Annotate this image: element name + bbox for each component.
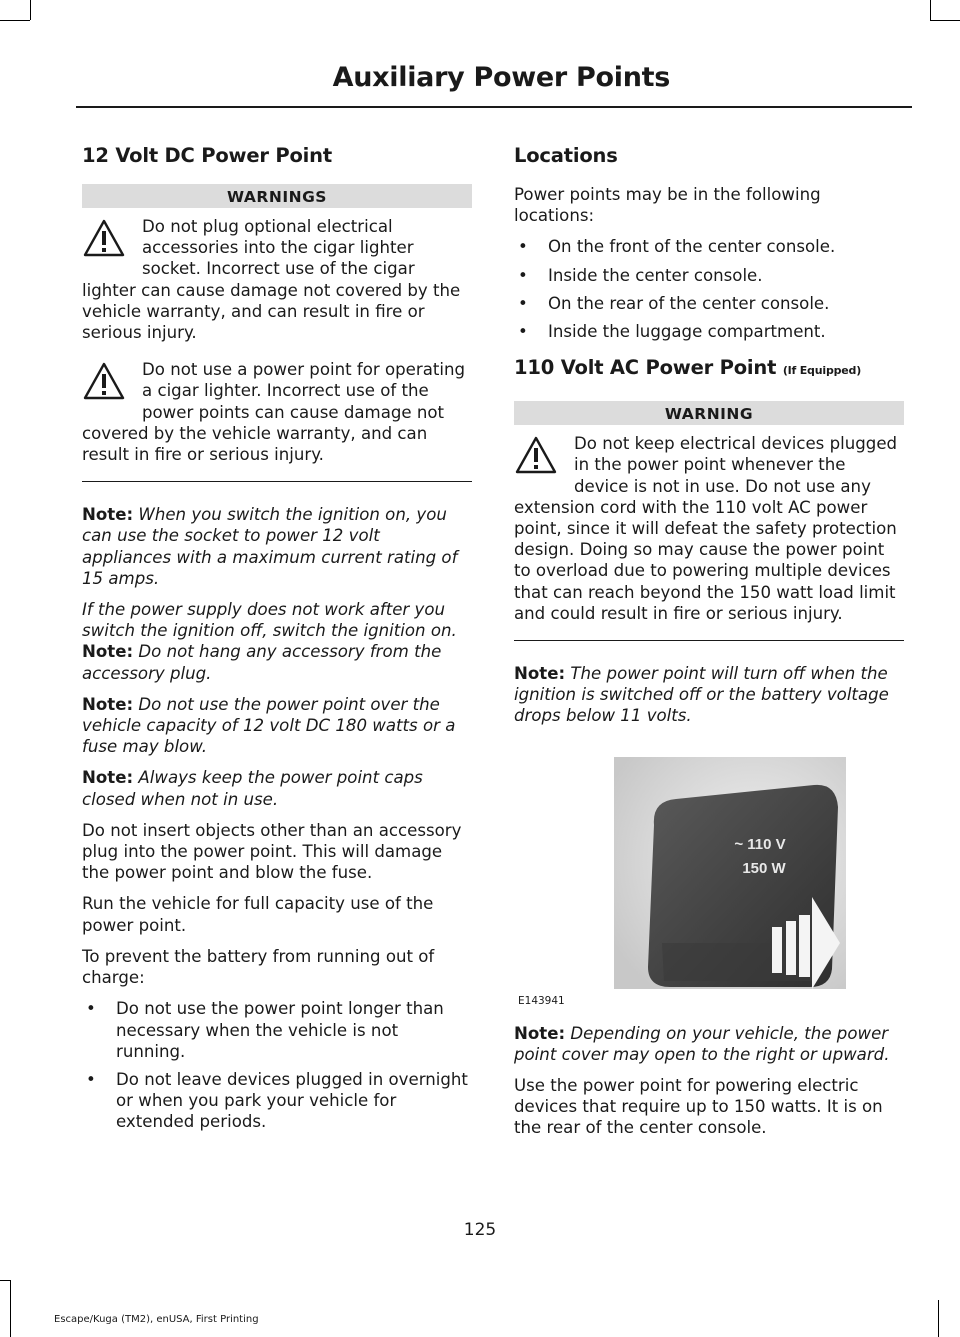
power-point-figure	[514, 755, 904, 1007]
footer-text: Escape/Kuga (TM2), enUSA, First Printing	[54, 1314, 259, 1325]
note: Note: When you switch the ignition on, you can use the socket to power 12 volt appliances with a maximum current rating of 15 amps.	[82, 505, 458, 588]
crop-mark	[0, 20, 30, 21]
note: Note: Depending on your vehicle, the power point cover may open to the right or upward.	[514, 1023, 890, 1064]
note: Note: The power point will turn off when the ignition is switched off or the battery voltage drops below 11 volts.	[514, 664, 889, 726]
crop-mark	[10, 1280, 11, 1337]
crop-mark	[930, 20, 960, 21]
body-paragraph: Run the vehicle for full capacity use of the power point.	[82, 894, 434, 935]
list-item: • Do not use the power point longer than necessary when the vehicle is not running.	[86, 999, 444, 1061]
right-column	[514, 144, 904, 1149]
warning-item	[514, 433, 904, 624]
warnings-divider	[82, 481, 472, 482]
section-heading: 110 Volt AC Power Point (If Equipped)	[514, 356, 862, 380]
warning-triangle-icon	[82, 361, 134, 409]
page-header	[76, 60, 912, 108]
if-equipped-label: (If Equipped)	[782, 364, 862, 378]
warning-header: WARNING	[514, 401, 904, 425]
list-item: • On the rear of the center console.	[518, 293, 830, 313]
list-item: • Do not leave devices plugged in overnight or when you park your vehicle for extended periods.	[86, 1069, 468, 1132]
warning-divider	[514, 640, 904, 641]
note: Note: Always keep the power point caps closed when not in use.	[82, 768, 423, 809]
page-number: 125	[463, 1220, 497, 1240]
page-title: Auxiliary Power Points	[332, 62, 670, 93]
warning-item	[82, 216, 472, 343]
body-paragraph: To prevent the battery from running out of charge:	[82, 946, 435, 988]
warning-text: Do not use a power point for operating a cigar lighter. Incorrect use of the power points can cause damage not covered by the vehicle warranty, and can result in fire or serious injury.	[82, 360, 466, 465]
warning-text: Do not keep electrical devices plugged in the power point whenever the device is not in use. Do not use any extension cord with the 110 volt AC power point, since it will defeat the safety protection design. Doing so may cause the power point to overload due to powering multiple devices that can reach beyond the 150 watt load limit and could result in fire or serious injury.	[514, 434, 898, 623]
warning-triangle-icon	[82, 218, 134, 266]
note: Note: Do not use the power point over the vehicle capacity of 12 volt DC 180 watts or a fuse may blow.	[82, 694, 456, 757]
body-paragraph: Do not insert objects other than an accessory plug into the power point. This will damage the power point and blow the fuse.	[82, 820, 462, 883]
crop-mark	[930, 0, 931, 20]
location-list	[514, 236, 904, 342]
body-paragraph: Power points may be in the following locations:	[514, 185, 821, 226]
figure-label-volts: ~ 110 V	[734, 835, 786, 853]
crop-mark	[30, 0, 31, 20]
power-point-cover-illustration	[514, 755, 904, 1007]
section-heading: 12 Volt DC Power Point	[82, 144, 332, 167]
section-heading: Locations	[514, 144, 618, 167]
warning-triangle-icon	[514, 435, 566, 483]
body-paragraph: Use the power point for powering electric devices that require up to 150 watts. It is on the rear of the center console.	[514, 1076, 883, 1138]
note-continuation: If the power supply does not work after you switch the ignition off, switch the ignition on.	[82, 600, 457, 641]
crop-mark	[0, 1280, 10, 1281]
warning-text: Do not plug optional electrical accessories into the cigar lighter socket. Incorrect use of the cigar lighter can cause damage not covered by the vehicle warranty, and can result in fire or serious injury.	[82, 217, 461, 343]
note: Note: Do not hang any accessory from the accessory plug.	[82, 642, 442, 683]
list-item: • On the front of the center console.	[518, 237, 836, 257]
warning-item	[82, 359, 472, 465]
crop-mark	[938, 1300, 939, 1337]
bullet-list	[82, 998, 472, 1132]
figure-label-watts: 150 W	[742, 859, 786, 877]
warnings-header: WARNINGS	[82, 184, 472, 208]
left-column	[82, 144, 472, 1145]
list-item: • Inside the luggage compartment.	[518, 322, 826, 342]
figure-code: E143941	[518, 994, 565, 1007]
list-item: • Inside the center console.	[518, 265, 763, 285]
